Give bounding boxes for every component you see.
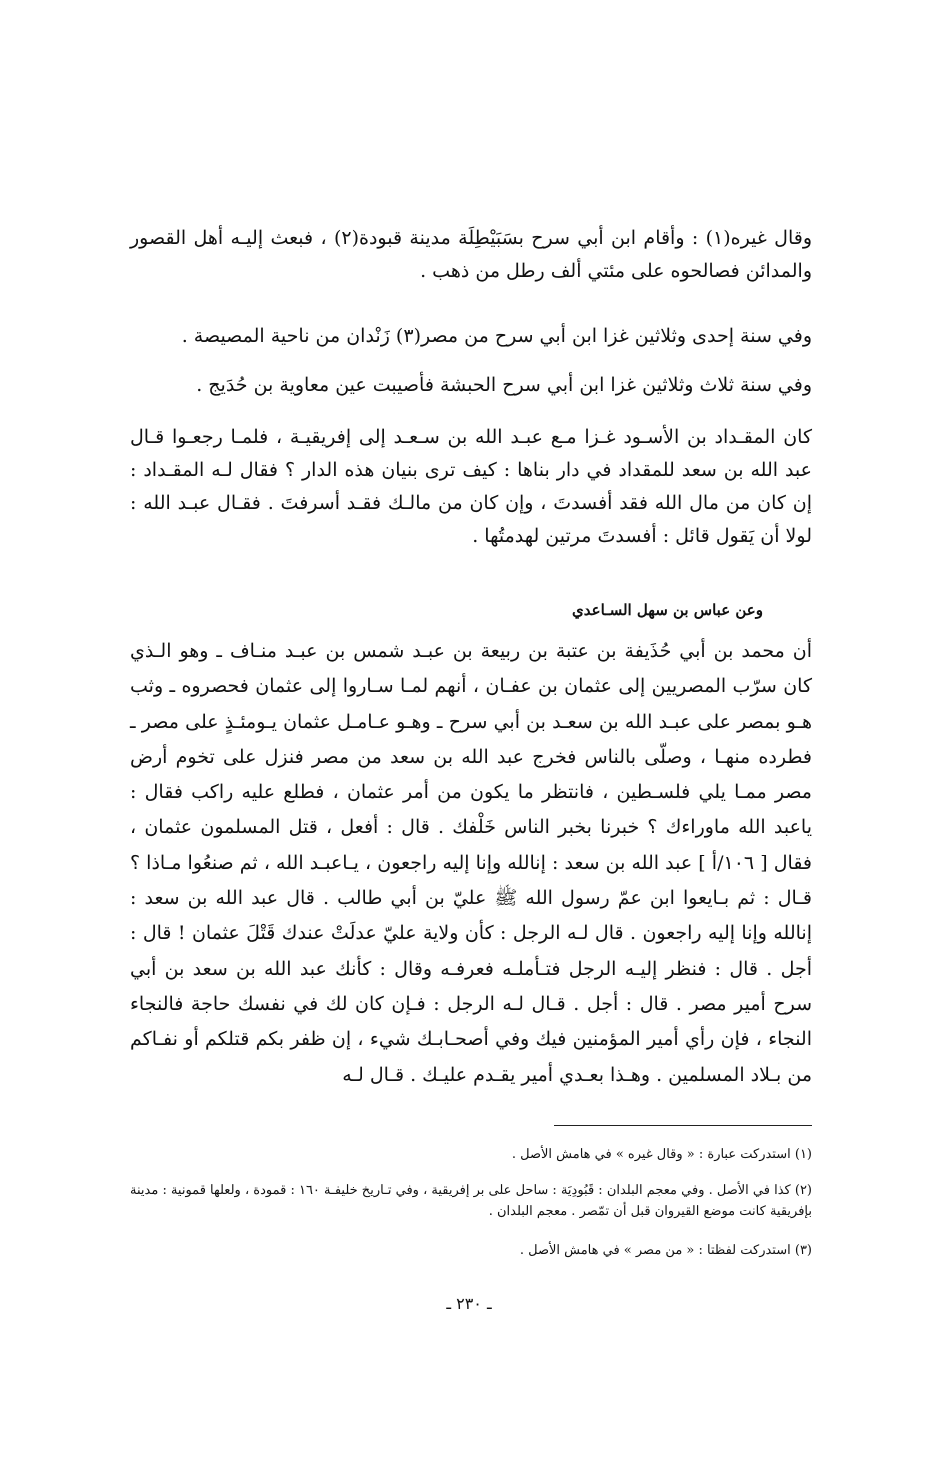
paragraph-block [130,634,812,1093]
paragraph-muhammad-ibn-abi-hudhayfa: أن محمد بن أبي حُذَيفة بن عتبة بن ربيعة بن عبـد شمس بن عبـد منـاف ـ وهو الـذي كان سرّب المصريين إلى عثمان بن عفـان ، أنهم لمـا سـاروا إلى عثمان فحصروه ـ وثب هـو بمصر على عبـد الله بن سعـد بن أبي سرح ـ وهـو عـامـل عثمان يـومئـذٍ على مصر ـ فطرده منهـا ، وصلّى بالناس فخرج عبد الله بن سعد من مصر فنزل على تخوم أرض مصر ممـا يلي فلسـطين ، فانتظر ما يكون من أمر عثمان ، فطلع عليه راكب فقال : ياعبد الله ماوراءك ؟ خبرنا بخبر الناس خَلْفك . قال : أفعل ، قتل المسلمون عثمان ، فقال [ ١٠٦/أ ] عبد الله بن سعد : إنالله وإنا إليه راجعون ، يـاعبـد الله ، ثم صنعُوا مـاذا ؟ قـال : ثم بـايعوا ابن عمّ رسول الله ﷺ عليّ بن أبي طالب . قال عبد الله بن سعد : إنالله وإنا إليه راجعون . قال لـه الرجل : كأن ولاية عليّ عدلَتْ عندك قَتْلَ عثمان ! قال : أجل . قال : فنظر إليـه الرجل فتـأملـه فعرفـه وقال : كأنك عبد الله بن سعد بن أبي سرح أمير مصر . قال : أجل . قـال لـه الرجل : فـإن كان لك في نفسك حاجة فالنجاء النجاء ، فإن رأي أمير المؤمنين فيك وفي أصحـابـك شيء ، إن ظفر بكم قتلكم أو نفـاكم من بـلاد المسلمين . وهـذا بعـدي أمير يقـدم عليـك . قـال لـه [130,640,813,1086]
paragraph-year-31: وفي سنة إحدى وثلاثين غزا ابن أبي سرح من مصر(٣) زَنْدان من ناحية المصيصة . [181,325,812,347]
paragraph-block [130,222,812,288]
paragraph-miqdad: كان المقـداد بن الأسـود غـزا مـع عبـد الله بن سـعـد إلى إفريقيـة ، فلمـا رجعـوا قـال عبد الله بن سعد للمقداد في دار بناها : كيف ترى بنيان هذه الدار ؟ فقال لـه المقـداد : إن كان من مال الله فقد أفسدتَ ، وإن كان من مالـك فقـد أسرفتَ . فقـال عبـد الله : لولا أن يَقول قائل : أفسدتَ مرتين لهدمتُها . [130,426,812,547]
footnote-2: (٢) كذا في الأصل . وفي معجم البلدان : قَبُودِيَة : ساحل على بر إفريقية ، وفي تـاريخ خليفـة ١٦٠ : قمودة ، ولعلها قمونية : مدينة بإفريقية كانت موضع القيروان قبل أن تمّصر . معجم البلدان . [130,1183,812,1219]
footnote-3: (٣) استدركت لفظتا : « من مصر » في هامش الأصل . [519,1243,812,1258]
footnote-1: (١) استدركت عبارة : « وقال غيره » في هامش الأصل . [511,1147,812,1162]
section-heading: وعن عباس بن سهل السـاعدي [572,601,763,619]
paragraph-wakala-ghayruhu: وقال غيره(١) : وأقام ابن أبي سرح بسَبَيْطِلَة مدينة قبودة(٢) ، فبعث إليـه أهل القصور والمدائن فصالحوه على مئتي ألف رطل من ذهب . [130,227,812,282]
paragraph-year-33: وفي سنة ثلاث وثلاثين غزا ابن أبي سرح الحبشة فأصيبت عين معاوية بن حُدَيج . [196,374,812,396]
paragraph-block [130,421,812,553]
footnote-separator [554,1125,812,1126]
page-number: ـ ٢٣٠ ـ [446,1294,492,1313]
paragraph-block [130,369,812,402]
paragraph-block [130,320,812,353]
